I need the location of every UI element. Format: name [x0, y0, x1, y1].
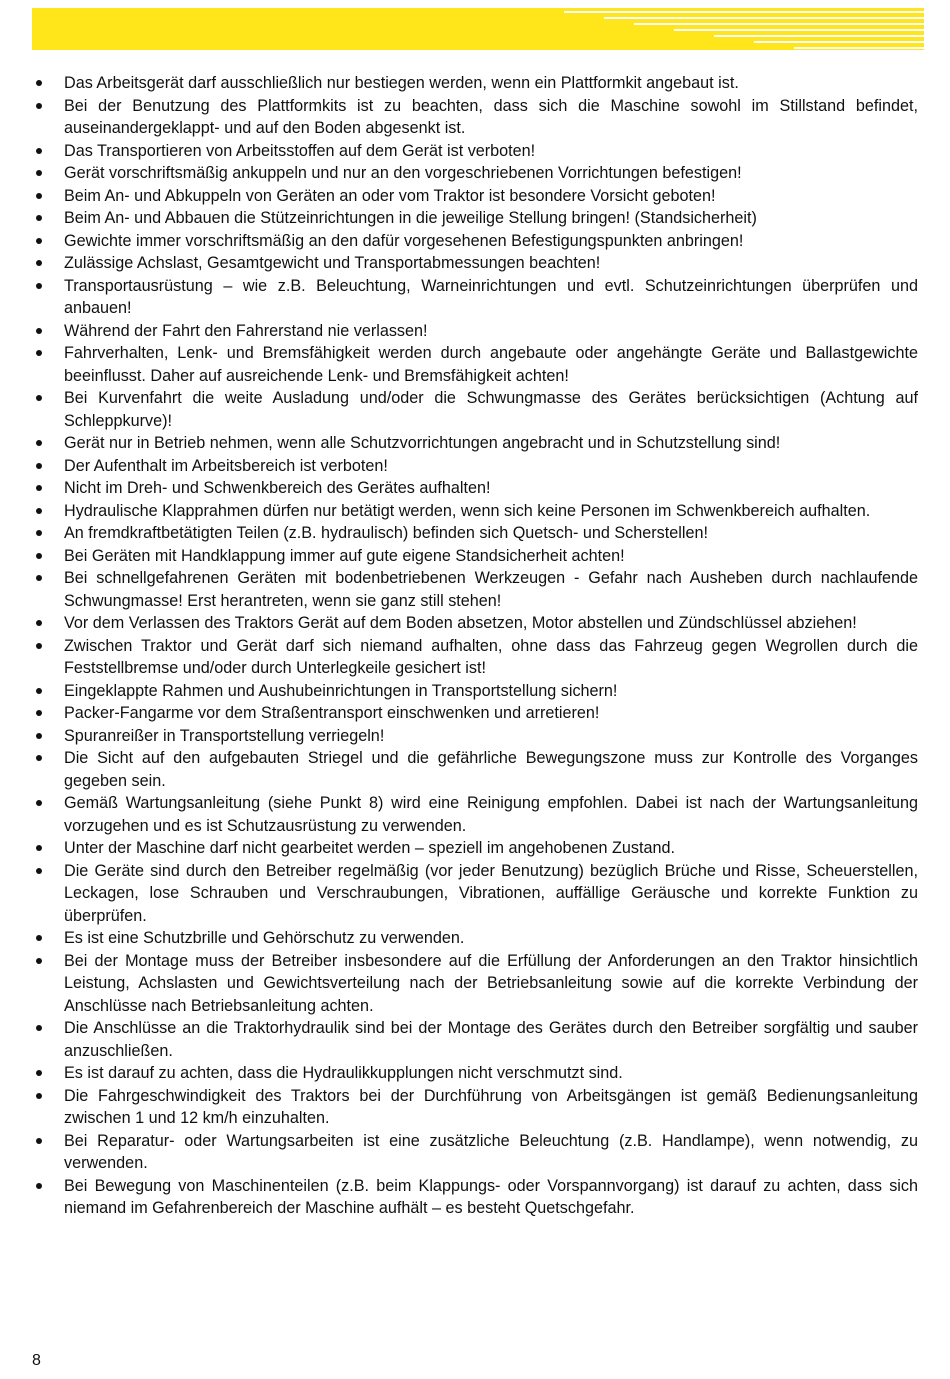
list-item [36, 635, 918, 680]
list-item [36, 95, 918, 140]
bullet-icon [36, 958, 42, 964]
bullet-icon [36, 530, 42, 536]
list-item-text: Der Aufenthalt im Arbeitsbereich ist verboten! [64, 456, 388, 475]
list-item-text: Bei Kurvenfahrt die weite Ausladung und/oder die Schwungmasse des Gerätes berücksichtigen (Achtung auf Schleppkurve)! [64, 389, 918, 430]
list-item-text: Während der Fahrt den Fahrerstand nie verlassen! [64, 321, 428, 340]
list-item-text: Bei Reparatur- oder Wartungsarbeiten ist eine zusätzliche Beleuchtung (z.B. Handlampe), wenn notwendig, zu verwenden. [64, 1131, 918, 1172]
list-item-text: Zulässige Achslast, Gesamtgewicht und Transportabmessungen beachten! [64, 254, 601, 272]
list-item [36, 950, 918, 1018]
list-item-text: Spuranreißer in Transportstellung verriegeln! [64, 726, 385, 745]
bullet-list [36, 72, 918, 1220]
list-item [36, 545, 918, 568]
bullet-icon [36, 260, 42, 266]
list-item-text: An fremdkraftbetätigten Teilen (z.B. hydraulisch) befinden sich Quetsch- und Scherstellen! [64, 524, 708, 542]
bullet-icon [36, 845, 42, 851]
list-item-text: Bei der Montage muss der Betreiber insbesondere auf die Erfüllung der Anforderungen an den Traktor hinsichtlich Leistung, Achslasten und Gewichtsverteilung nach der Betriebsanleitung sowie auf die korrekte Verbindung der Anschlüsse nach Betriebsanleitung achten. [64, 951, 918, 1015]
bullet-icon [36, 1025, 42, 1031]
list-item [36, 1085, 918, 1130]
list-item [36, 477, 918, 500]
list-item [36, 342, 918, 387]
page-number: 8 [32, 1352, 41, 1369]
list-item [36, 432, 918, 455]
bullet-icon [36, 1138, 42, 1144]
list-item-text: Unter der Maschine darf nicht gearbeitet werden – speziell im angehobenen Zustand. [64, 839, 675, 857]
list-item [36, 522, 918, 545]
bullet-icon [36, 238, 42, 244]
list-item [36, 185, 918, 208]
bullet-icon [36, 463, 42, 469]
list-item-text: Hydraulische Klapprahmen dürfen nur betätigt werden, wenn sich keine Personen im Schwenkbereich aufhalten. [64, 501, 871, 520]
list-item [36, 275, 918, 320]
bullet-icon [36, 1070, 42, 1076]
list-item-text: Die Sicht auf den aufgebauten Striegel und die gefährliche Bewegungszone muss zur Kontrolle des Vorganges gegeben sein. [64, 749, 918, 790]
list-item-text: Gemäß Wartungsanleitung (siehe Punkt 8) wird eine Reinigung empfohlen. Dabei ist nach der Wartungsanleitung vorzugehen und es ist Schutzausrüstung zu verwenden. [64, 794, 918, 835]
bullet-icon [36, 485, 42, 491]
bullet-icon [36, 170, 42, 176]
bullet-icon [36, 733, 42, 739]
list-item-text: Vor dem Verlassen des Traktors Gerät auf dem Boden absetzen, Motor abstellen und Zündschlüssel abziehen! [64, 614, 857, 632]
list-item [36, 1175, 918, 1220]
list-item [36, 702, 918, 725]
bullet-icon [36, 508, 42, 514]
list-item-text: Das Arbeitsgerät darf ausschließlich nur bestiegen werden, wenn ein Plattformkit angebaut ist. [64, 74, 739, 92]
list-item-text: Es ist darauf zu achten, dass die Hydraulikkupplungen nicht verschmutzt sind. [64, 1064, 623, 1082]
list-item-text: Bei Geräten mit Handklappung immer auf gute eigene Standsicherheit achten! [64, 546, 625, 565]
bullet-icon [36, 328, 42, 334]
bullet-icon [36, 800, 42, 806]
header-banner [32, 8, 924, 50]
list-item [36, 162, 918, 185]
bullet-icon [36, 350, 42, 356]
bullet-icon [36, 1183, 42, 1189]
bullet-icon [36, 688, 42, 694]
list-item [36, 1130, 918, 1175]
list-item [36, 387, 918, 432]
list-item-text: Bei Bewegung von Maschinenteilen (z.B. beim Klappungs- oder Vorspannvorgang) ist darauf zu achten, dass sich niemand im Gefahrenbereich der Maschine aufhält – es besteht Quetschgefahr. [64, 1176, 918, 1217]
list-item [36, 612, 918, 635]
list-item [36, 680, 918, 703]
list-item [36, 567, 918, 612]
list-item [36, 1017, 918, 1062]
bullet-icon [36, 283, 42, 289]
list-item-text: Die Anschlüsse an die Traktorhydraulik sind bei der Montage des Gerätes durch den Betreiber sorgfältig und sauber anzuschließen. [64, 1019, 918, 1060]
safety-instructions [36, 72, 918, 1220]
list-item [36, 792, 918, 837]
list-item-text: Eingeklappte Rahmen und Aushubeinrichtungen in Transportstellung sichern! [64, 681, 618, 700]
list-item [36, 725, 918, 748]
list-item [36, 500, 918, 523]
list-item [36, 860, 918, 928]
list-item [36, 927, 918, 950]
list-item [36, 747, 918, 792]
list-item [36, 1062, 918, 1085]
bullet-icon [36, 868, 42, 874]
list-item-text: Gerät vorschriftsmäßig ankuppeln und nur an den vorgeschriebenen Vorrichtungen befestigen! [64, 164, 742, 182]
bullet-icon [36, 710, 42, 716]
list-item-text: Packer-Fangarme vor dem Straßentransport einschwenken und arretieren! [64, 704, 600, 722]
bullet-icon [36, 935, 42, 941]
bullet-icon [36, 80, 42, 86]
list-item [36, 72, 918, 95]
list-item [36, 252, 918, 275]
list-item-text: Es ist eine Schutzbrille und Gehörschutz zu verwenden. [64, 929, 465, 947]
list-item [36, 207, 918, 230]
list-item-text: Gerät nur in Betrieb nehmen, wenn alle Schutzvorrichtungen angebracht und in Schutzstellung sind! [64, 434, 781, 452]
bullet-icon [36, 643, 42, 649]
bullet-icon [36, 755, 42, 761]
list-item-text: Fahrverhalten, Lenk- und Bremsfähigkeit werden durch angebaute oder angehängte Geräte und Ballastgewichte beeinflusst. Daher auf ausreichende Lenk- und Bremsfähigkeit achten! [64, 344, 918, 385]
list-item-text: Beim An- und Abbauen die Stützeinrichtungen in die jeweilige Stellung bringen! (Standsicherheit) [64, 209, 757, 227]
list-item-text: Zwischen Traktor und Gerät darf sich niemand aufhalten, ohne dass das Fahrzeug gegen Wegrollen durch die Feststellbremse und/oder durch Unterlegkeile gesichert ist! [64, 636, 918, 677]
list-item [36, 230, 918, 253]
bullet-icon [36, 1093, 42, 1099]
bullet-icon [36, 620, 42, 626]
bullet-icon [36, 553, 42, 559]
list-item-text: Die Fahrgeschwindigkeit des Traktors bei der Durchführung von Arbeitsgängen ist gemäß Bedienungsanleitung zwischen 1 und 12 km/h einzuhalten. [64, 1086, 918, 1127]
list-item [36, 837, 918, 860]
bullet-icon [36, 440, 42, 446]
bullet-icon [36, 193, 42, 199]
list-item [36, 455, 918, 478]
list-item-text: Gewichte immer vorschriftsmäßig an den dafür vorgesehenen Befestigungspunkten anbringen! [64, 231, 744, 250]
list-item-text: Bei schnellgefahrenen Geräten mit bodenbetriebenen Werkzeugen - Gefahr nach Ausheben durch nachlaufende Schwungmasse! Erst herantreten, wenn sie ganz still stehen! [64, 569, 918, 610]
list-item [36, 140, 918, 163]
bullet-icon [36, 575, 42, 581]
list-item [36, 320, 918, 343]
list-item-text: Nicht im Dreh- und Schwenkbereich des Gerätes aufhalten! [64, 479, 491, 497]
list-item-text: Transportausrüstung – wie z.B. Beleuchtung, Warneinrichtungen und evtl. Schutzeinrichtungen überprüfen und anbauen! [64, 276, 918, 317]
bullet-icon [36, 148, 42, 154]
list-item-text: Die Geräte sind durch den Betreiber regelmäßig (vor jeder Benutzung) bezüglich Brüche und Risse, Scheuerstellen, Leckagen, lose Schrauben und Verschraubungen, Vibrationen, auffällige Geräusche und korrekte Funktion zu überprüfen. [64, 861, 918, 925]
list-item-text: Das Transportieren von Arbeitsstoffen auf dem Gerät ist verboten! [64, 141, 536, 160]
bullet-icon [36, 103, 42, 109]
bullet-icon [36, 395, 42, 401]
bullet-icon [36, 215, 42, 221]
list-item-text: Bei der Benutzung des Plattformkits ist zu beachten, dass sich die Maschine sowohl im Stillstand befindet, auseinandergeklappt- und auf den Boden abgesenkt ist. [64, 96, 918, 137]
list-item-text: Beim An- und Abkuppeln von Geräten an oder vom Traktor ist besondere Vorsicht geboten! [64, 186, 716, 205]
